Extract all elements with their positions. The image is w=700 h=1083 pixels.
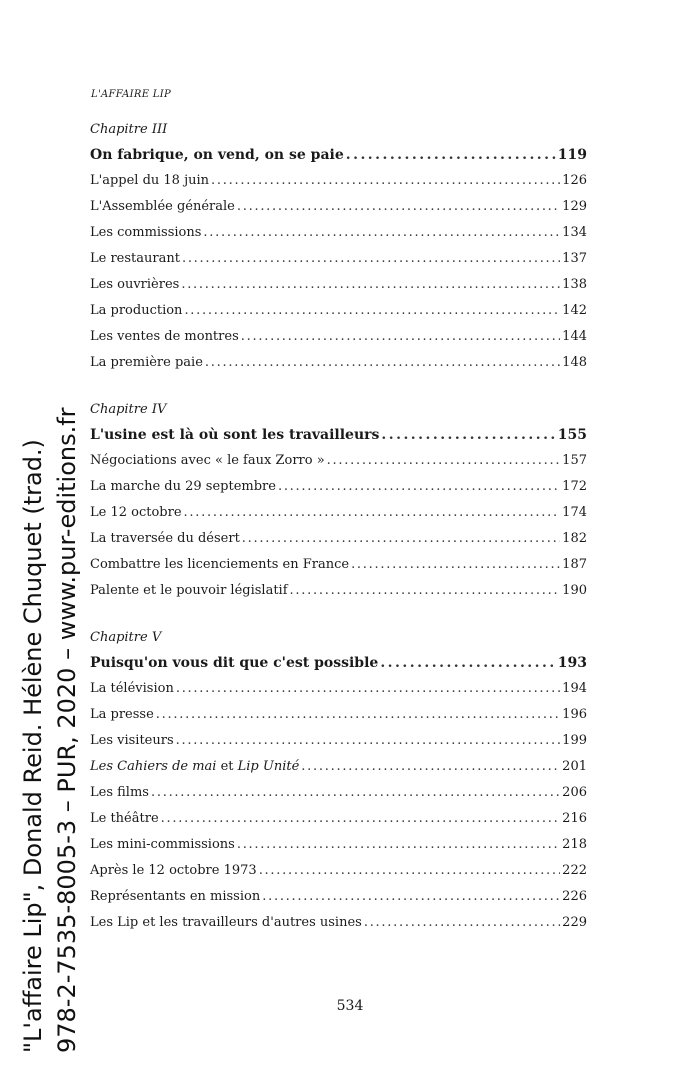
toc-entry-page: 216 xyxy=(562,811,587,826)
toc-entry-title: Les films xyxy=(90,785,149,800)
toc-entry-title: La marche du 29 septembre xyxy=(90,479,276,494)
toc-entry-title: Les Lip et les travailleurs d'autres usines xyxy=(90,915,362,930)
toc-entry-page: 196 xyxy=(562,707,587,722)
toc-entry-page: 137 xyxy=(562,251,587,266)
side-credit-line-1: "L'affaire Lip", Donald Reid. Hélène Chuquet (trad.) xyxy=(19,439,47,1053)
toc-entry-title: Le théâtre xyxy=(90,811,159,826)
toc-entry-page: 222 xyxy=(562,863,587,878)
toc-entry-title: Les ouvrières xyxy=(90,277,180,292)
toc-entry xyxy=(90,350,587,376)
toc-entry-title: Le restaurant xyxy=(90,251,180,266)
dot-leader xyxy=(156,702,560,728)
toc-entry-title: Les commissions xyxy=(90,225,202,240)
toc-entry xyxy=(90,448,587,474)
dot-leader xyxy=(242,526,560,552)
dot-leader xyxy=(176,676,560,702)
chapter-label: Chapitre III xyxy=(90,122,168,137)
toc-entry-title-part: Lip Unité xyxy=(237,759,300,774)
toc-entry-page: 174 xyxy=(562,505,587,520)
toc-entry xyxy=(90,272,587,298)
toc-entry-title: Combattre les licenciements en France xyxy=(90,557,350,572)
toc-entry xyxy=(90,910,587,936)
table-of-contents xyxy=(90,120,587,960)
toc-entry-page: 129 xyxy=(562,199,587,214)
toc-entry xyxy=(90,884,587,910)
dot-leader xyxy=(241,324,560,350)
toc-entry-page: 199 xyxy=(562,733,587,748)
toc-entry xyxy=(90,552,587,578)
toc-entry xyxy=(90,578,587,604)
toc-entry-page: 157 xyxy=(562,453,587,468)
toc-entry-page: 187 xyxy=(562,557,587,572)
dot-leader xyxy=(237,832,560,858)
toc-entry-page: 148 xyxy=(562,355,587,370)
chapter-label: Chapitre V xyxy=(90,630,162,645)
toc-entry-page: 119 xyxy=(557,147,587,163)
toc-entry xyxy=(90,500,587,526)
toc-entry-title: On fabrique, on vend, on se paie xyxy=(90,147,344,163)
toc-entry-page: 193 xyxy=(557,655,587,671)
dot-leader xyxy=(259,858,560,884)
toc-entry-page: 155 xyxy=(557,427,587,443)
chapter-section xyxy=(90,120,587,376)
dot-leader xyxy=(278,474,560,500)
toc-entry-page: 218 xyxy=(562,837,587,852)
dot-leader xyxy=(205,350,560,376)
dot-leader xyxy=(381,422,555,448)
toc-entry-page: 126 xyxy=(562,173,587,188)
toc-entry xyxy=(90,246,587,272)
dot-leader xyxy=(364,910,560,936)
toc-entry xyxy=(90,754,587,780)
dot-leader xyxy=(237,194,560,220)
chapter-title-entry xyxy=(90,422,587,448)
toc-entry xyxy=(90,474,587,500)
toc-entry-page: 194 xyxy=(562,681,587,696)
toc-entry-title: L'usine est là où sont les travailleurs xyxy=(90,427,380,443)
toc-entry-title: La première paie xyxy=(90,355,203,370)
toc-entry-title: Les ventes de montres xyxy=(90,329,239,344)
dot-leader xyxy=(151,780,560,806)
toc-entry xyxy=(90,858,587,884)
toc-entry xyxy=(90,526,587,552)
toc-entry-title: Représentants en mission xyxy=(90,889,261,904)
toc-entry-page: 138 xyxy=(562,277,587,292)
toc-entry xyxy=(90,194,587,220)
toc-entry-title xyxy=(90,754,299,780)
toc-entry-title: Les mini-commissions xyxy=(90,837,235,852)
toc-entry-title: Après le 12 octobre 1973 xyxy=(90,863,257,878)
toc-entry xyxy=(90,780,587,806)
dot-leader xyxy=(290,578,561,604)
toc-entry-page: 190 xyxy=(562,583,587,598)
toc-entry-page: 144 xyxy=(562,329,587,344)
toc-entry xyxy=(90,168,587,194)
toc-entry xyxy=(90,676,587,702)
toc-entry-page: 142 xyxy=(562,303,587,318)
dot-leader xyxy=(181,272,560,298)
dot-leader xyxy=(203,220,560,246)
chapter-title-entry xyxy=(90,142,587,168)
toc-entry-title: Puisqu'on vous dit que c'est possible xyxy=(90,655,379,671)
toc-entry xyxy=(90,220,587,246)
dot-leader xyxy=(262,884,560,910)
toc-entry-title-part: Les Cahiers de mai xyxy=(90,759,217,774)
toc-entry-title: L'Assemblée générale xyxy=(90,199,235,214)
running-head: L'AFFAIRE LIP xyxy=(91,89,172,100)
dot-leader xyxy=(182,246,560,272)
toc-entry-page: 226 xyxy=(562,889,587,904)
side-credit xyxy=(16,0,96,1053)
dot-leader xyxy=(161,806,561,832)
toc-entry-title: La production xyxy=(90,303,183,318)
chapter-section xyxy=(90,628,587,936)
side-credit-line-2: 978-2-7535-8005-3 – PUR, 2020 – www.pur-editions.fr xyxy=(53,407,81,1053)
toc-entry-page: 182 xyxy=(562,531,587,546)
toc-entry-title: La traversée du désert xyxy=(90,531,240,546)
toc-entry-title-part: et xyxy=(216,759,238,774)
dot-leader xyxy=(301,754,560,780)
chapter-section xyxy=(90,400,587,604)
toc-entry xyxy=(90,324,587,350)
toc-entry xyxy=(90,702,587,728)
toc-entry-page: 172 xyxy=(562,479,587,494)
toc-entry-title: Les visiteurs xyxy=(90,733,174,748)
toc-entry-page: 201 xyxy=(562,759,587,774)
dot-leader xyxy=(211,168,560,194)
toc-entry-page: 229 xyxy=(562,915,587,930)
dot-leader xyxy=(346,142,556,168)
toc-entry-title: Le 12 octobre xyxy=(90,505,182,520)
toc-entry xyxy=(90,832,587,858)
toc-entry-title: La presse xyxy=(90,707,154,722)
toc-entry-page: 206 xyxy=(562,785,587,800)
page-number: 534 xyxy=(336,998,364,1014)
toc-entry-page: 134 xyxy=(562,225,587,240)
toc-entry-title: Négociations avec « le faux Zorro » xyxy=(90,453,325,468)
toc-entry xyxy=(90,728,587,754)
dot-leader xyxy=(351,552,560,578)
toc-entry xyxy=(90,298,587,324)
chapter-label: Chapitre IV xyxy=(90,402,167,417)
toc-entry xyxy=(90,806,587,832)
dot-leader xyxy=(176,728,561,754)
dot-leader xyxy=(327,448,561,474)
chapter-title-entry xyxy=(90,650,587,676)
dot-leader xyxy=(184,500,561,526)
dot-leader xyxy=(184,298,560,324)
toc-entry-title: L'appel du 18 juin xyxy=(90,173,210,188)
toc-entry-title: La télévision xyxy=(90,681,174,696)
toc-entry-title: Palente et le pouvoir législatif xyxy=(90,583,288,598)
dot-leader xyxy=(380,650,555,676)
